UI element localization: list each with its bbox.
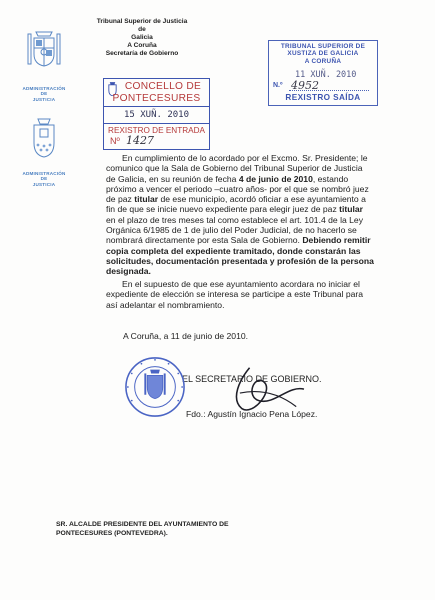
crest-top (18, 26, 70, 102)
stamp-date: 11 XUÑ. 2010 (295, 70, 357, 80)
text-line: de Galicia, en su reunión de fecha 4 de junio de 2010, estando (106, 173, 349, 184)
stamp-number-prefix: Nº (110, 136, 120, 146)
header-line: A Coruña (127, 42, 157, 49)
text-line: de paz titular de ese municipio, acordó oficiar a ese ayuntamiento a (106, 194, 366, 205)
address-line: PONTECESURES (PONTEVEDRA). (56, 530, 168, 538)
court-seal-icon (124, 356, 186, 418)
stamp-number-prefix: N.º (273, 82, 283, 89)
crest-caption: ADMINISTRACIÓN DE JUSTICIA (22, 171, 66, 187)
spanish-coat-of-arms-icon (24, 26, 64, 74)
text-line: comunico que la Sala de Gobierno del Tribunal Superior de Justicia (106, 163, 363, 174)
meeting-date: 4 de junio de 2010 (238, 173, 313, 184)
text-line: copia completa del expediente tramitado, donde constarán las (106, 245, 361, 256)
text-line: designada. (106, 266, 151, 277)
text-line: en el plazo de tres meses tal como establece el art. 101.4 de la Ley (106, 214, 364, 225)
signature-title: EL SECRETARIO DE GOBIERNO. (182, 374, 322, 384)
text-line: próximo a vencer el periodo –cuatro años- por el que se nombró juez (106, 183, 369, 194)
header-line: Secretaría de Gobierno (105, 50, 179, 57)
address-line: SR. ALCALDE PRESIDENTE DEL AYUNTAMIENTO DE (56, 521, 229, 528)
text-line: así adelantar el nombramiento. (106, 299, 225, 310)
stamp-line: XUSTIZA DE GALICIA (287, 50, 359, 58)
galician-coat-of-arms-icon (24, 115, 64, 163)
exit-register-stamp (268, 40, 378, 106)
header-line: Tribunal Superior de Justicia (96, 18, 188, 25)
text-line: fin de que se inicie nuevo expediente para elegir juez de paz titular (106, 204, 364, 215)
stamp-number: 4952 (291, 79, 319, 92)
recipient-address (56, 520, 316, 539)
signatory-name: Fdo.: Agustín Ignacio Pena López. (186, 409, 318, 419)
date-line: A Coruña, a 11 de junio de 2010. (123, 331, 249, 341)
entry-register-stamp (103, 78, 210, 150)
stamp-title-line: CONCELLO DE (124, 81, 202, 92)
text-line: Orgánica 6/1985 de 1 de julio del Poder Judicial, de no hacerlo se (106, 225, 357, 236)
crest-bottom (18, 115, 70, 187)
stamp-label: REXISTRO SAÍDA (285, 93, 361, 102)
letterhead (72, 18, 212, 58)
body-paragraph-1 (106, 153, 394, 277)
text-line: nombrará directamente por esta Sala de Gobierno. Debiendo remitir (106, 235, 371, 246)
stamp-line: TRIBUNAL SUPERIOR DE (280, 43, 366, 50)
stamp-number: 1427 (126, 134, 154, 147)
text-line: En el supuesto de que ese ayuntamiento acordara no iniciar el (122, 279, 360, 289)
text-line: En cumplimiento de lo acordado por el Excmo. Sr. Presidente; le (122, 153, 368, 163)
stamp-label: REXISTRO DE ENTRADA (108, 126, 205, 135)
text-line: solicitudes, documentación presentada y profesión de la persona (106, 255, 374, 266)
stamp-date: 15 XUÑ. 2010 (123, 110, 190, 120)
text-line: expediente de elección se interesa se participe a este Tribunal para (106, 289, 364, 300)
stamp-title-line: PONTECESURES (112, 93, 201, 104)
header-line: de (138, 26, 146, 33)
crest-caption: ADMINISTRACIÓN DE JUSTICIA (22, 86, 66, 102)
header-line: Galicia (131, 34, 153, 41)
stamp-line: A CORUÑA (304, 57, 342, 65)
body-paragraph-2 (106, 279, 394, 310)
